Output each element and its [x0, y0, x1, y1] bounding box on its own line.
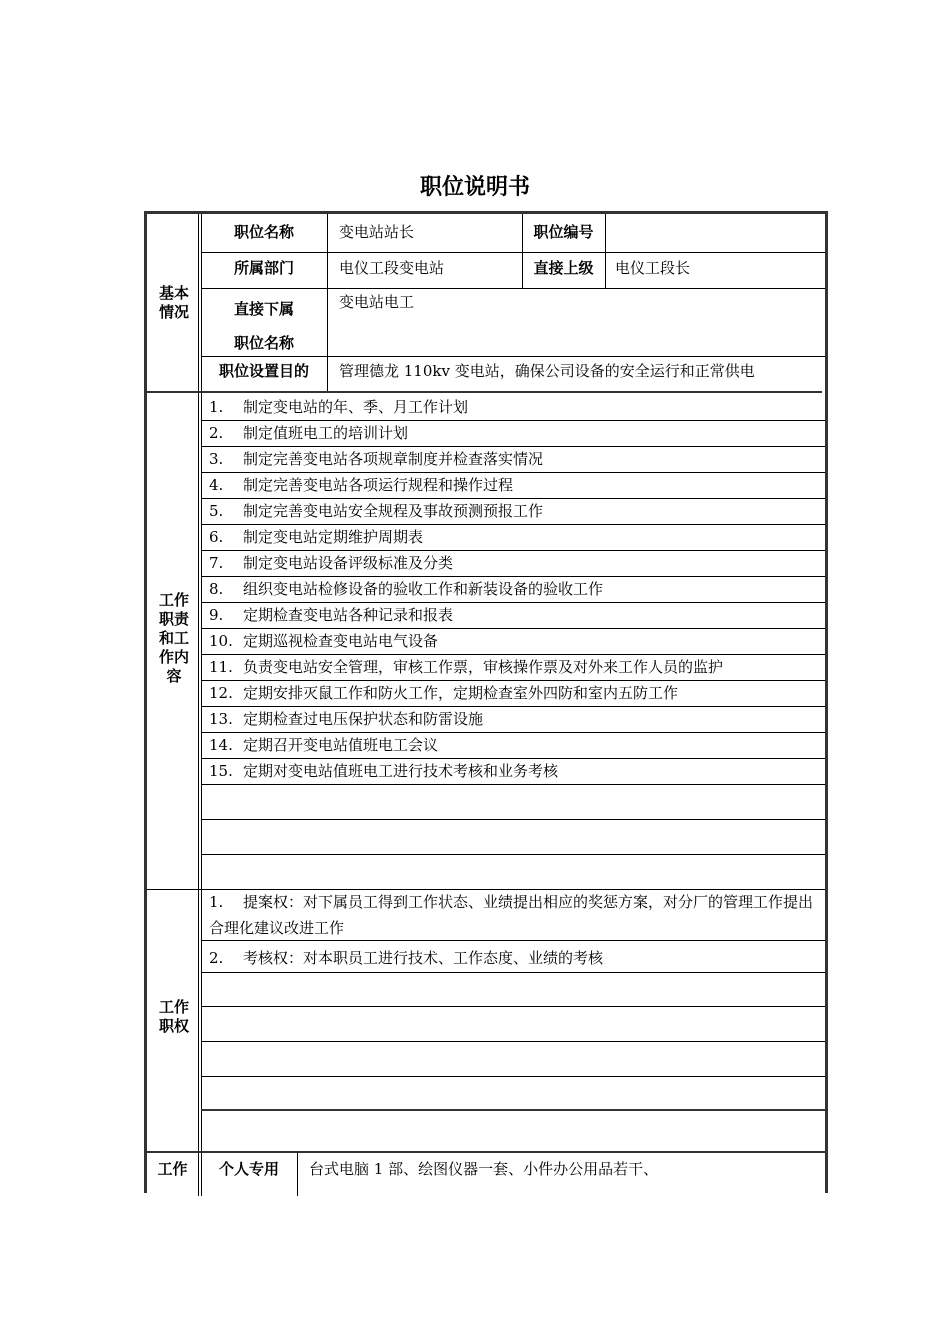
duty-item: 9. 定期检查变电站各种记录和报表: [209, 606, 454, 624]
section-label-tools: 工作: [157, 1160, 188, 1178]
duty-item: 13. 定期检查过电压保护状态和防雷设施: [209, 710, 484, 728]
duty-item: 8. 组织变电站检修设备的验收工作和新装设备的验收工作: [209, 580, 604, 598]
duty-item: 2. 制定值班电工的培训计划: [209, 424, 409, 442]
duty-item: 15. 定期对变电站值班电工进行技术考核和业务考核: [209, 762, 559, 780]
duty-item: 7. 制定变电站设备评级标准及分类: [209, 554, 454, 572]
department-label: 所属部门: [233, 259, 294, 277]
duty-item: 3. 制定完善变电站各项规章制度并检查落实情况: [209, 450, 544, 468]
duty-item: 1. 制定变电站的年、季、月工作计划: [209, 398, 469, 416]
authority-item: 2. 考核权：对本职员工进行技术、工作态度、业绩的考核: [209, 949, 604, 967]
personal-use-label: 个人专用: [218, 1160, 279, 1178]
section-label-duties: 工作职责和工作内容: [158, 591, 189, 685]
duty-item: 11. 负责变电站安全管理，审核工作票，审核操作票及对外来工作人员的监护: [209, 658, 724, 676]
page-title: 职位说明书: [419, 175, 530, 200]
subordinate-value: 变电站电工: [339, 293, 415, 311]
purpose-label: 职位设置目的: [218, 362, 309, 380]
position-code-label: 职位编号: [533, 223, 594, 241]
position-name-label: 职位名称: [233, 223, 294, 241]
superior-label: 直接上级: [533, 259, 594, 277]
duty-item: 10. 定期巡视检查变电站电气设备: [209, 632, 439, 650]
subordinate-label: 直接下属 职位名称: [233, 300, 294, 352]
personal-use-value: 台式电脑 1 部、绘图仪器一套、小件办公用品若干、: [309, 1160, 659, 1178]
department-value: 电仪工段变电站: [339, 259, 445, 277]
superior-value: 电仪工段长: [615, 259, 691, 277]
position-name-value: 变电站站长: [339, 223, 415, 241]
duty-item: 4. 制定完善变电站各项运行规程和操作过程: [209, 476, 514, 494]
duty-item: 12. 定期安排灭鼠工作和防火工作，定期检查室外四防和室内五防工作: [209, 684, 679, 702]
job-description-table: [144, 211, 828, 1193]
duty-item: 14. 定期召开变电站值班电工会议: [209, 736, 439, 754]
section-label-authority: 工作职权: [158, 998, 189, 1035]
duty-item: 6. 制定变电站定期维护周期表: [209, 528, 424, 546]
purpose-value: 管理德龙 110kv 变电站，确保公司设备的安全运行和正常供电: [339, 362, 755, 380]
authority-item: 1. 提案权：对下属员工得到工作状态、业绩提出相应的奖惩方案，对分厂的管理工作提出合理化建议改进工作: [209, 893, 814, 937]
section-label-basic: 基本情况: [158, 284, 189, 321]
duty-item: 5. 制定完善变电站安全规程及事故预测预报工作: [209, 502, 544, 520]
